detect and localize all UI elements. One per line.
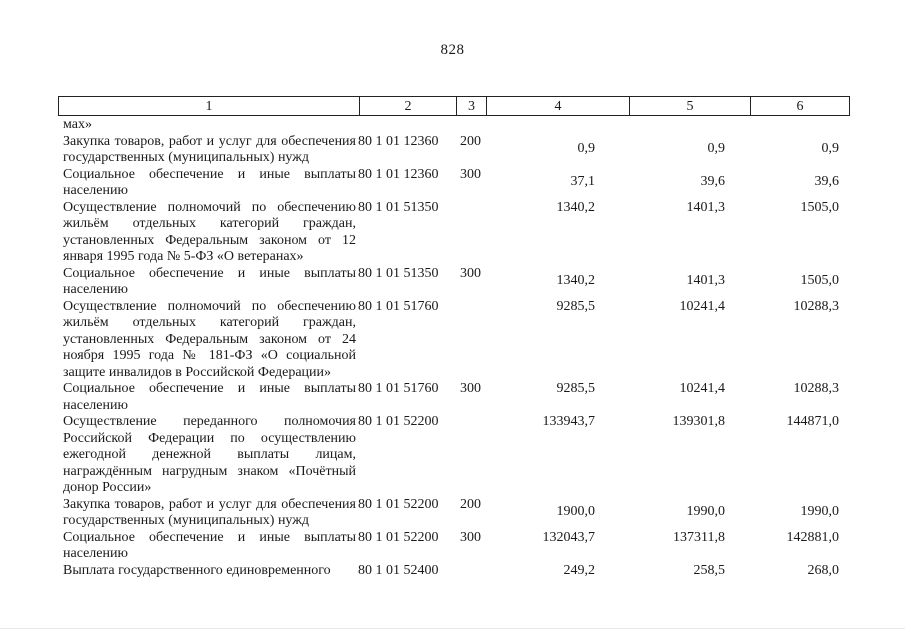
row-expense-type: 300 bbox=[460, 529, 481, 545]
row-expense-type bbox=[460, 563, 495, 580]
row-expense-type: 200 bbox=[460, 133, 481, 149]
row-code: 80 1 01 51350 bbox=[358, 265, 439, 281]
row-description: Осуществление полномочий по обеспечению жильём отдельных категорий граждан, установленных Федеральным законом от 24 ноября 1995 года № 181-ФЗ «О социальной защите инвалидов в Российской Федерации» bbox=[63, 298, 356, 380]
row-value-col6: 10288,3 bbox=[793, 381, 839, 396]
row-value-col5: 10241,4 bbox=[679, 298, 725, 314]
row-value-col5: 137311,8 bbox=[673, 529, 725, 545]
row-code: 80 1 01 52200 bbox=[358, 496, 439, 512]
table-row bbox=[63, 117, 853, 134]
scan-artifact bbox=[0, 628, 905, 629]
table-row bbox=[63, 167, 853, 200]
table-row bbox=[63, 381, 853, 414]
row-code bbox=[356, 117, 460, 134]
row-code: 80 1 01 12360 bbox=[358, 166, 439, 182]
row-code: 80 1 01 52400 bbox=[358, 562, 439, 578]
column-header-5: 5 bbox=[630, 97, 751, 115]
row-description: Выплата государственного единовременного bbox=[63, 562, 331, 578]
row-value-col4: 9285,5 bbox=[556, 381, 595, 396]
row-value-col4: 1340,2 bbox=[556, 199, 595, 215]
row-expense-type: 300 bbox=[460, 166, 481, 182]
row-description: Социальное обеспечение и иные выплаты населению bbox=[63, 381, 356, 413]
row-expense-type: 200 bbox=[460, 496, 481, 512]
row-code: 80 1 01 51760 bbox=[358, 381, 439, 396]
row-value-col4: 1340,2 bbox=[556, 272, 595, 288]
table-row bbox=[63, 497, 853, 530]
row-value-col4: 0,9 bbox=[577, 140, 595, 156]
row-value-col6: 1505,0 bbox=[800, 199, 839, 215]
row-description: Социальное обеспечение и иные выплаты населению bbox=[63, 166, 356, 198]
row-value-col4: 37,1 bbox=[570, 173, 595, 189]
row-value-col6: 10288,3 bbox=[793, 298, 839, 314]
row-value-col5: 1401,3 bbox=[686, 272, 725, 288]
row-value-col4 bbox=[495, 117, 625, 134]
table-row bbox=[63, 299, 853, 382]
row-value-col4: 9285,5 bbox=[556, 298, 595, 314]
row-value-col4: 1900,0 bbox=[556, 503, 595, 519]
row-value-col6: 1505,0 bbox=[800, 272, 839, 288]
row-description: Социальное обеспечение и иные выплаты населению bbox=[63, 529, 356, 561]
row-description: мах» bbox=[63, 117, 92, 132]
row-value-col5: 10241,4 bbox=[679, 381, 725, 396]
row-expense-type: 300 bbox=[460, 265, 481, 281]
row-expense-type bbox=[460, 200, 495, 266]
table-row bbox=[63, 563, 853, 580]
row-code: 80 1 01 51760 bbox=[358, 298, 439, 314]
row-expense-type bbox=[460, 414, 495, 497]
row-code: 80 1 01 12360 bbox=[358, 133, 439, 149]
row-description: Осуществление полномочий по обеспечению жильём отдельных категорий граждан, установленных Федеральным законом от 12 января 1995 года № 5-ФЗ «О ветеранах» bbox=[63, 199, 356, 264]
page-number: 828 bbox=[440, 42, 465, 58]
row-value-col4: 249,2 bbox=[563, 562, 595, 578]
row-value-col5: 1401,3 bbox=[686, 199, 725, 215]
row-value-col6: 0,9 bbox=[821, 140, 839, 156]
row-value-col4: 132043,7 bbox=[542, 529, 595, 545]
column-header-3: 3 bbox=[457, 97, 487, 115]
row-value-col5: 39,6 bbox=[700, 173, 725, 189]
column-header-4: 4 bbox=[487, 97, 630, 115]
row-description: Закупка товаров, работ и услуг для обеспечения государственных (муниципальных) нужд bbox=[63, 496, 356, 528]
row-value-col6: 142881,0 bbox=[786, 529, 839, 545]
row-code: 80 1 01 52200 bbox=[358, 529, 439, 545]
row-expense-type bbox=[460, 117, 495, 134]
table-row bbox=[63, 530, 853, 563]
row-value-col6: 144871,0 bbox=[786, 414, 839, 429]
column-header-2: 2 bbox=[360, 97, 457, 115]
table-row bbox=[63, 414, 853, 497]
row-value-col5: 258,5 bbox=[693, 562, 725, 578]
row-value-col6 bbox=[741, 117, 839, 134]
table-row bbox=[63, 134, 853, 167]
row-code: 80 1 01 52200 bbox=[358, 414, 439, 429]
row-description: Социальное обеспечение и иные выплаты населению bbox=[63, 265, 356, 297]
table-row bbox=[63, 200, 853, 266]
row-value-col4: 133943,7 bbox=[542, 414, 595, 429]
row-description: Осуществление переданного полномочия Российской Федерации по осуществлению ежегодной денежной выплаты лицам, награждённым нагрудным знаком «Почётный донор России» bbox=[63, 414, 356, 495]
column-header-6: 6 bbox=[796, 99, 804, 114]
row-description: Закупка товаров, работ и услуг для обеспечения государственных (муниципальных) нужд bbox=[63, 133, 356, 165]
row-value-col6: 1990,0 bbox=[800, 503, 839, 519]
table-row bbox=[63, 266, 853, 299]
row-expense-type bbox=[460, 299, 495, 382]
table-header bbox=[58, 96, 850, 116]
row-value-col5 bbox=[625, 117, 741, 134]
table-body bbox=[63, 117, 853, 579]
row-code: 80 1 01 51350 bbox=[358, 199, 439, 215]
row-value-col6: 39,6 bbox=[814, 173, 839, 189]
column-header-1: 1 bbox=[59, 97, 360, 115]
row-expense-type: 300 bbox=[460, 381, 481, 396]
row-value-col6: 268,0 bbox=[807, 562, 839, 578]
row-value-col5: 1990,0 bbox=[686, 503, 725, 519]
row-value-col5: 139301,8 bbox=[672, 414, 725, 429]
row-value-col5: 0,9 bbox=[707, 140, 725, 156]
